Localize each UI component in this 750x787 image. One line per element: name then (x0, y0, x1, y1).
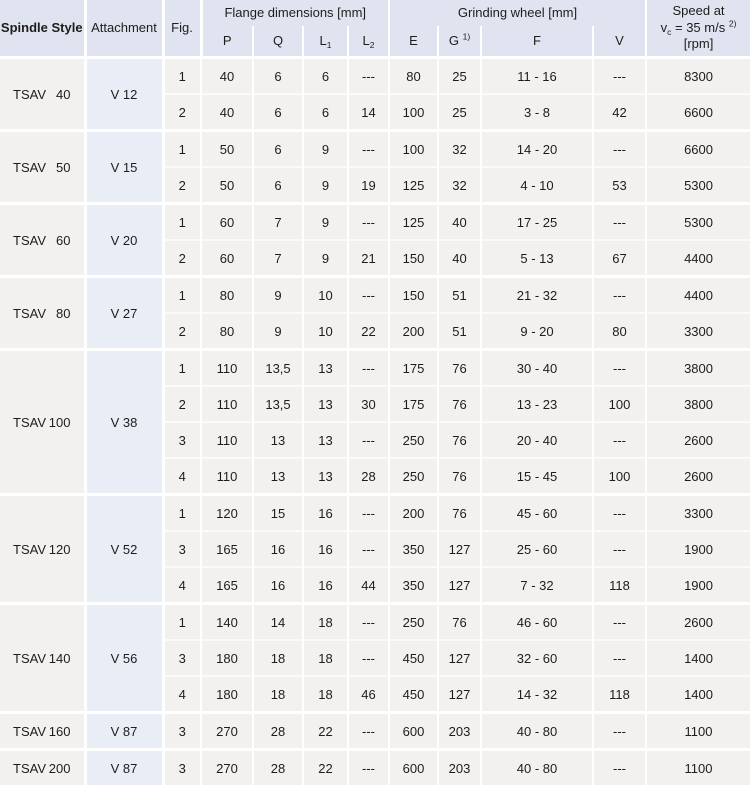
v-cell: 67 (593, 240, 646, 277)
q-cell: 28 (253, 750, 303, 787)
v-cell: --- (593, 713, 646, 750)
f-cell: 46 - 60 (481, 604, 593, 641)
l2-cell: --- (348, 131, 389, 168)
l2-cell: --- (348, 277, 389, 314)
g-cell: 40 (438, 240, 481, 277)
v-cell: --- (593, 604, 646, 641)
v-cell: --- (593, 531, 646, 567)
l1-cell: 13 (303, 458, 348, 495)
g-cell: 76 (438, 458, 481, 495)
e-cell: 250 (389, 422, 438, 458)
fig-cell: 3 (163, 531, 201, 567)
l2-cell: 44 (348, 567, 389, 604)
q-cell: 13 (253, 422, 303, 458)
spindle-size-label: 160 (48, 723, 71, 739)
g-cell: 203 (438, 713, 481, 750)
spindle-style-cell (0, 131, 85, 204)
v-cell: --- (593, 640, 646, 676)
l2-cell: --- (348, 640, 389, 676)
e-cell: 250 (389, 604, 438, 641)
v-cell: 53 (593, 167, 646, 204)
l2-cell: --- (348, 58, 389, 95)
col-header-e: E (389, 26, 438, 58)
l1-cell: 10 (303, 313, 348, 350)
spindle-size-label: 60 (56, 232, 71, 248)
f-cell: 9 - 20 (481, 313, 593, 350)
g-cell: 76 (438, 495, 481, 532)
g-cell: 76 (438, 386, 481, 422)
l2-cell: --- (348, 350, 389, 387)
v-cell: 42 (593, 94, 646, 131)
speed-cell: 4400 (646, 277, 750, 314)
table-header (0, 0, 750, 58)
l2-cell: 28 (348, 458, 389, 495)
speed-cell: 3300 (646, 313, 750, 350)
spindle-series-label: TSAV (13, 650, 46, 666)
spindle-style-cell (0, 750, 85, 787)
speed-cell: 6600 (646, 94, 750, 131)
l2-cell: 21 (348, 240, 389, 277)
fig-cell: 2 (163, 386, 201, 422)
f-cell: 20 - 40 (481, 422, 593, 458)
spindle-size-label: 40 (56, 86, 71, 102)
l2-cell: --- (348, 604, 389, 641)
e-cell: 250 (389, 458, 438, 495)
spindle-size-label: 200 (48, 760, 71, 776)
g-cell: 25 (438, 94, 481, 131)
p-cell: 50 (201, 131, 253, 168)
g-cell: 203 (438, 750, 481, 787)
attachment-cell: V 12 (85, 58, 163, 131)
q-cell: 6 (253, 58, 303, 95)
table-row (0, 131, 750, 168)
l2-cell: 30 (348, 386, 389, 422)
e-cell: 600 (389, 713, 438, 750)
col-header-q: Q (253, 26, 303, 58)
g-cell: 40 (438, 204, 481, 241)
v-cell: --- (593, 204, 646, 241)
table-row (0, 58, 750, 95)
v-cell: --- (593, 277, 646, 314)
col-header-l2: $L_2$ (348, 26, 389, 58)
col-group-grinding-wheel: Grinding wheel [mm] (389, 0, 646, 26)
attachment-cell: V 87 (85, 750, 163, 787)
col-header-g: G $^{1)}$ (438, 26, 481, 58)
speed-cell: 2600 (646, 604, 750, 641)
fig-cell: 1 (163, 58, 201, 95)
spindle-series-label: TSAV (13, 232, 46, 248)
f-cell: 11 - 16 (481, 58, 593, 95)
spindle-style-cell (0, 713, 85, 750)
l2-cell: 46 (348, 676, 389, 713)
spindle-style-cell (0, 495, 85, 604)
fig-cell: 1 (163, 204, 201, 241)
col-header-v: V (593, 26, 646, 58)
l2-cell: --- (348, 495, 389, 532)
q-cell: 18 (253, 640, 303, 676)
v-cell: 100 (593, 386, 646, 422)
e-cell: 150 (389, 240, 438, 277)
fig-cell: 2 (163, 94, 201, 131)
spindle-style-cell (0, 58, 85, 131)
e-cell: 150 (389, 277, 438, 314)
l2-cell: --- (348, 204, 389, 241)
q-cell: 9 (253, 277, 303, 314)
l1-cell: 16 (303, 567, 348, 604)
fig-cell: 2 (163, 240, 201, 277)
q-cell: 28 (253, 713, 303, 750)
v-cell: 118 (593, 567, 646, 604)
attachment-cell: V 20 (85, 204, 163, 277)
f-cell: 15 - 45 (481, 458, 593, 495)
f-cell: 7 - 32 (481, 567, 593, 604)
col-group-flange-dimensions: Flange dimensions [mm] (201, 0, 389, 26)
g-cell: 32 (438, 131, 481, 168)
col-header-l1: $L_1$ (303, 26, 348, 58)
v-cell: --- (593, 350, 646, 387)
col-header-fig: Fig. (163, 0, 201, 58)
f-cell: 45 - 60 (481, 495, 593, 532)
f-cell: 32 - 60 (481, 640, 593, 676)
e-cell: 175 (389, 350, 438, 387)
p-cell: 270 (201, 713, 253, 750)
speed-cell: 3800 (646, 350, 750, 387)
q-cell: 16 (253, 531, 303, 567)
q-cell: 9 (253, 313, 303, 350)
v-cell: 80 (593, 313, 646, 350)
speed-cell: 4400 (646, 240, 750, 277)
p-cell: 50 (201, 167, 253, 204)
fig-cell: 3 (163, 422, 201, 458)
q-cell: 6 (253, 94, 303, 131)
e-cell: 125 (389, 204, 438, 241)
attachment-cell: V 38 (85, 350, 163, 495)
speed-cell: 2600 (646, 422, 750, 458)
g-cell: 32 (438, 167, 481, 204)
l2-cell: 19 (348, 167, 389, 204)
q-cell: 18 (253, 676, 303, 713)
l1-cell: 9 (303, 131, 348, 168)
l1-cell: 22 (303, 713, 348, 750)
l2-cell: 14 (348, 94, 389, 131)
g-cell: 127 (438, 567, 481, 604)
l1-cell: 16 (303, 531, 348, 567)
fig-cell: 2 (163, 313, 201, 350)
e-cell: 200 (389, 313, 438, 350)
p-cell: 60 (201, 204, 253, 241)
f-cell: 25 - 60 (481, 531, 593, 567)
l1-cell: 6 (303, 94, 348, 131)
col-header-speed: Speed at $v_c = 35$ m/s $^{2)}$ [rpm] (646, 0, 750, 58)
table-row (0, 495, 750, 532)
attachment-cell: V 87 (85, 713, 163, 750)
v-cell: --- (593, 750, 646, 787)
l1-cell: 10 (303, 277, 348, 314)
g-cell: 76 (438, 422, 481, 458)
spindle-series-label: TSAV (13, 414, 46, 430)
col-header-attachment: Attachment (85, 0, 163, 58)
l2-cell: --- (348, 422, 389, 458)
q-cell: 6 (253, 131, 303, 168)
g-cell: 76 (438, 604, 481, 641)
e-cell: 450 (389, 640, 438, 676)
p-cell: 165 (201, 531, 253, 567)
p-cell: 60 (201, 240, 253, 277)
l1-cell: 18 (303, 676, 348, 713)
q-cell: 13,5 (253, 350, 303, 387)
v-cell: --- (593, 131, 646, 168)
spindle-series-label: TSAV (13, 86, 46, 102)
speed-cell: 2600 (646, 458, 750, 495)
f-cell: 40 - 80 (481, 750, 593, 787)
p-cell: 110 (201, 386, 253, 422)
l1-cell: 16 (303, 495, 348, 532)
spindle-size-label: 140 (48, 650, 71, 666)
e-cell: 80 (389, 58, 438, 95)
q-cell: 13 (253, 458, 303, 495)
l1-cell: 13 (303, 386, 348, 422)
e-cell: 175 (389, 386, 438, 422)
speed-cell: 3300 (646, 495, 750, 532)
v-cell: --- (593, 495, 646, 532)
speed-cell: 6600 (646, 131, 750, 168)
l1-cell: 9 (303, 240, 348, 277)
col-header-p: P (201, 26, 253, 58)
l2-cell: --- (348, 750, 389, 787)
p-cell: 270 (201, 750, 253, 787)
l2-cell: 22 (348, 313, 389, 350)
table-row (0, 604, 750, 641)
f-cell: 3 - 8 (481, 94, 593, 131)
speed-cell: 1900 (646, 531, 750, 567)
f-cell: 4 - 10 (481, 167, 593, 204)
p-cell: 140 (201, 604, 253, 641)
spindle-style-cell (0, 204, 85, 277)
p-cell: 120 (201, 495, 253, 532)
l1-cell: 18 (303, 604, 348, 641)
q-cell: 15 (253, 495, 303, 532)
p-cell: 110 (201, 458, 253, 495)
table-row (0, 750, 750, 787)
speed-cell: 5300 (646, 204, 750, 241)
p-cell: 80 (201, 277, 253, 314)
spindle-series-label: TSAV (13, 159, 46, 175)
attachment-cell: V 15 (85, 131, 163, 204)
fig-cell: 1 (163, 131, 201, 168)
e-cell: 100 (389, 131, 438, 168)
e-cell: 125 (389, 167, 438, 204)
v-cell: --- (593, 422, 646, 458)
e-cell: 450 (389, 676, 438, 713)
attachment-cell: V 52 (85, 495, 163, 604)
p-cell: 110 (201, 350, 253, 387)
fig-cell: 1 (163, 277, 201, 314)
v-cell: 118 (593, 676, 646, 713)
p-cell: 110 (201, 422, 253, 458)
g-cell: 51 (438, 313, 481, 350)
fig-cell: 1 (163, 604, 201, 641)
e-cell: 350 (389, 531, 438, 567)
v-cell: --- (593, 58, 646, 95)
e-cell: 100 (389, 94, 438, 131)
e-cell: 200 (389, 495, 438, 532)
g-cell: 76 (438, 350, 481, 387)
fig-cell: 4 (163, 567, 201, 604)
spindle-style-cell (0, 604, 85, 713)
spindle-series-label: TSAV (13, 541, 46, 557)
f-cell: 5 - 13 (481, 240, 593, 277)
spindle-size-label: 50 (56, 159, 71, 175)
l1-cell: 9 (303, 204, 348, 241)
f-cell: 40 - 80 (481, 713, 593, 750)
spindle-style-cell (0, 277, 85, 350)
q-cell: 7 (253, 204, 303, 241)
g-cell: 51 (438, 277, 481, 314)
q-cell: 14 (253, 604, 303, 641)
l1-cell: 13 (303, 350, 348, 387)
attachment-cell: V 56 (85, 604, 163, 713)
fig-cell: 4 (163, 676, 201, 713)
l1-cell: 6 (303, 58, 348, 95)
fig-cell: 4 (163, 458, 201, 495)
speed-cell: 1400 (646, 640, 750, 676)
p-cell: 40 (201, 58, 253, 95)
p-cell: 165 (201, 567, 253, 604)
f-cell: 30 - 40 (481, 350, 593, 387)
table-row (0, 204, 750, 241)
e-cell: 600 (389, 750, 438, 787)
f-cell: 14 - 32 (481, 676, 593, 713)
table-row (0, 350, 750, 387)
q-cell: 16 (253, 567, 303, 604)
e-cell: 350 (389, 567, 438, 604)
g-cell: 127 (438, 640, 481, 676)
fig-cell: 3 (163, 750, 201, 787)
q-cell: 7 (253, 240, 303, 277)
l1-cell: 18 (303, 640, 348, 676)
v-cell: 100 (593, 458, 646, 495)
col-header-f: F (481, 26, 593, 58)
col-header-spindle-style: Spindle Style (0, 0, 85, 58)
speed-cell: 8300 (646, 58, 750, 95)
q-cell: 6 (253, 167, 303, 204)
fig-cell: 2 (163, 167, 201, 204)
g-cell: 25 (438, 58, 481, 95)
attachment-cell: V 27 (85, 277, 163, 350)
f-cell: 17 - 25 (481, 204, 593, 241)
spindle-series-label: TSAV (13, 760, 46, 776)
table-row (0, 713, 750, 750)
l2-cell: --- (348, 531, 389, 567)
speed-cell: 3800 (646, 386, 750, 422)
spindle-series-label: TSAV (13, 723, 46, 739)
speed-cell: 1900 (646, 567, 750, 604)
g-cell: 127 (438, 531, 481, 567)
fig-cell: 3 (163, 640, 201, 676)
f-cell: 21 - 32 (481, 277, 593, 314)
l1-cell: 13 (303, 422, 348, 458)
spindle-size-label: 80 (56, 305, 71, 321)
l1-cell: 9 (303, 167, 348, 204)
table-body (0, 58, 750, 787)
f-cell: 13 - 23 (481, 386, 593, 422)
spindle-style-cell (0, 350, 85, 495)
p-cell: 180 (201, 640, 253, 676)
l1-cell: 22 (303, 750, 348, 787)
table-row (0, 277, 750, 314)
speed-cell: 1100 (646, 750, 750, 787)
spindle-series-label: TSAV (13, 305, 46, 321)
speed-cell: 5300 (646, 167, 750, 204)
spindle-size-label: 120 (48, 541, 71, 557)
fig-cell: 1 (163, 495, 201, 532)
spindle-size-label: 100 (48, 414, 71, 430)
f-cell: 14 - 20 (481, 131, 593, 168)
g-cell: 127 (438, 676, 481, 713)
p-cell: 40 (201, 94, 253, 131)
q-cell: 13,5 (253, 386, 303, 422)
l2-cell: --- (348, 713, 389, 750)
p-cell: 80 (201, 313, 253, 350)
p-cell: 180 (201, 676, 253, 713)
speed-cell: 1400 (646, 676, 750, 713)
fig-cell: 1 (163, 350, 201, 387)
fig-cell: 3 (163, 713, 201, 750)
speed-cell: 1100 (646, 713, 750, 750)
